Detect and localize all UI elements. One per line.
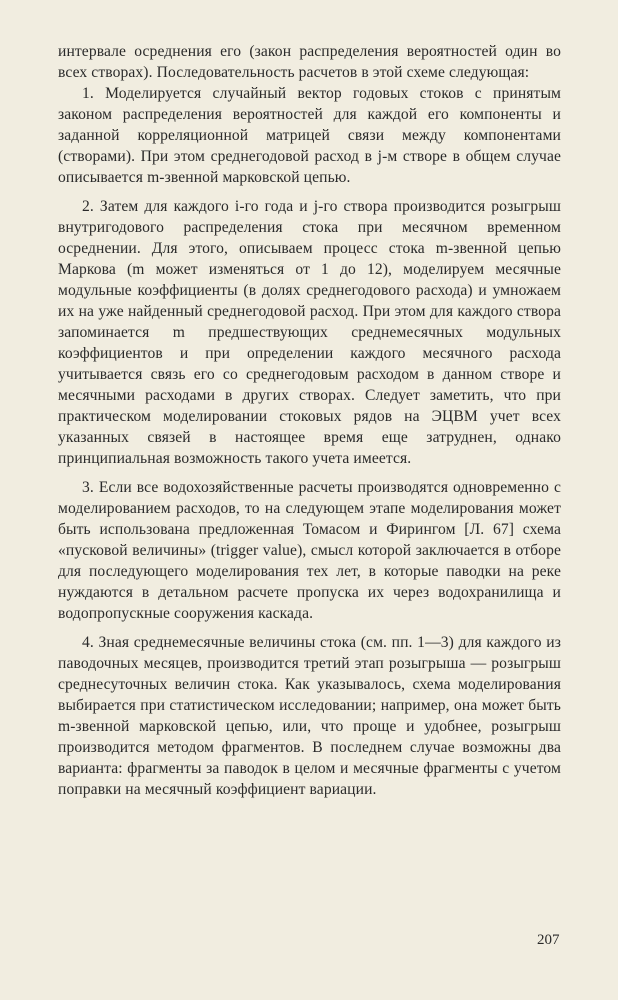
- paragraph-step-1: 1. Моделируется случайный вектор годовых стоков с принятым законом распределения вероятностей для каждой его компоненты и заданной корреляционной матрицей связи между компонентами (створами). При этом среднегодовой расход в j-м створе в общем случае описывается m-звенной марковской цепью.: [58, 85, 561, 186]
- paragraph-step-2: 2. Затем для каждого i-го года и j-го створа производится розыгрыш внутригодового распределения стока при месячном временном осреднении. Для этого, описываем процесс стока m-звенной цепью Маркова (m может изменяться от 1 до 12), моделируем месячные модульные коэффициенты (в долях среднегодового расхода) и умножаем их на уже найденный среднегодовой расход. При этом для каждого створа запоминается m предшествующих среднемесячных модульных коэффициентов и при определении каждого месячного расхода учитывается связь его со среднегодовым расходом в данном створе и месячными расходами в других створах. Следует заметить, что при практическом моделировании стоковых рядов на ЭЦВМ учет всех указанных связей в настоящее время еще затруднен, однако принципиальная возможность такого учета имеется.: [58, 198, 561, 467]
- paragraph-step-4: 4. Зная среднемесячные величины стока (см. пп. 1—3) для каждого из паводочных месяцев, производится третий этап розыгрыша — розыгрыш среднесуточных величин стока. Как указывалось, схема моделирования выбирается при статистическом исследовании; например, она может быть m-звенной марковской цепью, или, что проще и удобнее, розыгрыш производится методом фрагментов. В последнем случае возможны два варианта: фрагменты за паводок в целом и месячные фрагменты с учетом поправки на месячный коэффициент вариации.: [58, 634, 561, 798]
- page-number: 207: [537, 932, 560, 948]
- paragraph-intro: интервале осреднения его (закон распределения вероятностей один во всех створах). Последовательность расчетов в этой схеме следующая:: [58, 43, 561, 81]
- page-body: [58, 41, 561, 800]
- paragraph-step-3: 3. Если все водохозяйственные расчеты производятся одновременно с моделированием расходов, то на следующем этапе моделирования может быть использована предложенная Томасом и Фирингом [Л. 67] схема «пусковой величины» (trigger value), смысл которой заключается в отборе для последующего моделирования тех лет, в которые паводки на реке нуждаются в детальном расчете пропуска их через водохранилища и водопропускные сооружения каскада.: [58, 479, 561, 622]
